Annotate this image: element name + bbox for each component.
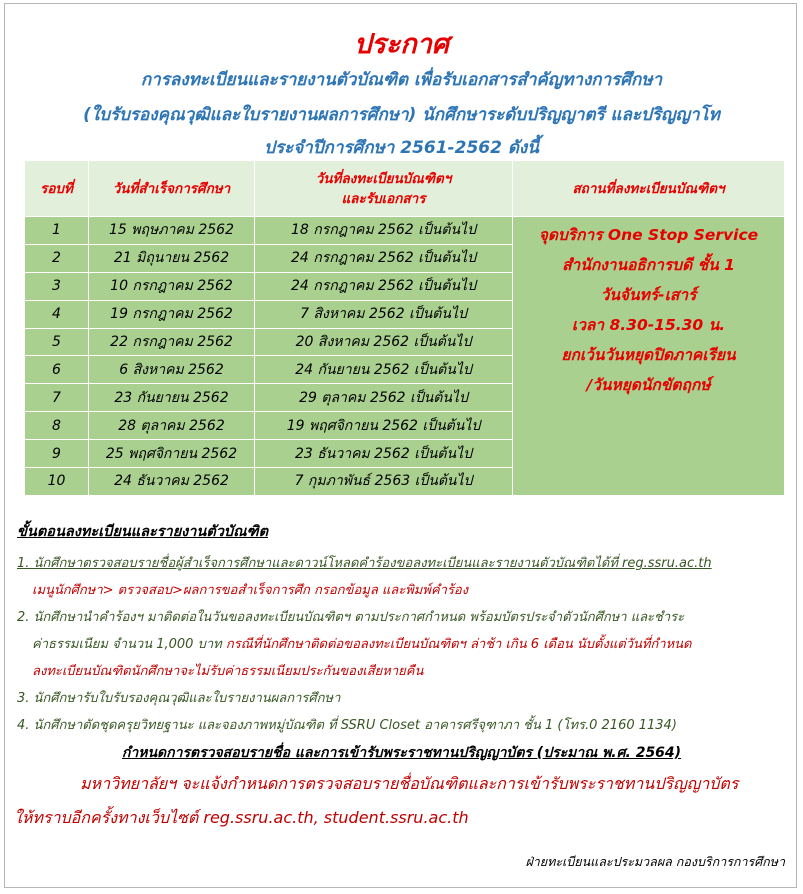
cell-grad-date: 28 ตุลาคม 2562	[89, 412, 255, 440]
cell-reg-date: 7 กุมภาพันธ์ 2563 เป็นต้นไป	[255, 468, 513, 496]
cell-reg-date: 20 สิงหาคม 2562 เป็นต้นไป	[255, 328, 513, 356]
location-line-4: เวลา 8.30-15.30 น.	[571, 316, 726, 334]
cell-round: 6	[25, 356, 89, 384]
cell-round: 4	[25, 300, 89, 328]
col-header-reg-date-line1: วันที่ลงทะเบียนบัณฑิตฯ	[315, 170, 452, 187]
col-header-round: รอบที่	[25, 161, 89, 217]
schedule-note-line-1: มหาวิทยาลัยฯ จะแจ้งกำหนดการตรวจสอบรายชื่อบัณฑิตและการเข้ารับพระราชทานปริญญาบัตร	[80, 774, 739, 793]
location-line-5: ยกเว้นวันหยุดปิดภาคเรียน	[561, 346, 736, 364]
step-1-line-2: เมนูนักศึกษา> ตรวจสอบ>ผลการขอสำเร็จการศึก กรอกข้อมูล และพิมพ์คำร้อง	[32, 583, 469, 598]
cell-grad-date: 22 กรกฎาคม 2562	[89, 328, 255, 356]
cell-grad-date: 25 พฤศจิกายน 2562	[89, 440, 255, 468]
cell-grad-date: 19 กรกฎาคม 2562	[89, 300, 255, 328]
step-1-line-1: 1. นักศึกษาตรวจสอบรายชื่อผู้สำเร็จการศึกษาและดาวน์โหลดคำร้องขอลงทะเบียนและรายงานตัวบัณฑิตได้ที่ reg.ssru.ac.th	[17, 556, 712, 571]
cell-reg-date: 7 สิงหาคม 2562 เป็นต้นไป	[255, 300, 513, 328]
cell-grad-date: 6 สิงหาคม 2562	[89, 356, 255, 384]
cell-round: 3	[25, 272, 89, 300]
table-header-row	[25, 161, 785, 217]
cell-reg-date: 24 กรกฎาคม 2562 เป็นต้นไป	[255, 272, 513, 300]
schedule-heading: กำหนดการตรวจสอบรายชื่อ และการเข้ารับพระราชทานปริญญาบัตร (ประมาณ พ.ศ. 2564)	[121, 745, 682, 761]
col-header-reg-date	[255, 161, 513, 217]
cell-location	[513, 217, 785, 496]
cell-round: 5	[25, 328, 89, 356]
cell-round: 2	[25, 244, 89, 272]
cell-reg-date: 23 ธันวาคม 2562 เป็นต้นไป	[255, 440, 513, 468]
col-header-location: สถานที่ลงทะเบียนบัณฑิตฯ	[513, 161, 785, 217]
cell-round: 10	[25, 468, 89, 496]
page-title: ประกาศ	[354, 29, 449, 60]
step-2-warning-text: กรณีที่นักศึกษาติดต่อขอลงทะเบียนบัณฑิตฯ ล่าช้า เกิน 6 เดือน นับตั้งแต่วันที่กำหนด	[225, 637, 692, 652]
cell-grad-date: 21 มิถุนายน 2562	[89, 244, 255, 272]
steps-heading: ขั้นตอนลงทะเบียนและรายงานตัวบัณฑิต	[17, 524, 268, 540]
subtitle-line-3: ประจำปีการศึกษา 2561-2562 ดังนี้	[264, 138, 539, 158]
cell-grad-date: 24 ธันวาคม 2562	[89, 468, 255, 496]
step-2-line-2	[32, 633, 692, 654]
schedule-table	[24, 160, 785, 496]
cell-reg-date: 18 กรกฎาคม 2562 เป็นต้นไป	[255, 217, 513, 245]
cell-round: 7	[25, 384, 89, 412]
cell-reg-date: 19 พฤศจิกายน 2562 เป็นต้นไป	[255, 412, 513, 440]
step-2-line-1: 2. นักศึกษานำคำร้องฯ มาติดต่อในวันขอลงทะเบียนบัณฑิตฯ ตามประกาศกำหนด พร้อมบัตรประจำตัวนักศึกษา และชำระ	[17, 610, 685, 625]
schedule-note-line-2: ให้ทราบอีกครั้งทางเว็บไซต์ reg.ssru.ac.th, student.ssru.ac.th	[14, 808, 469, 827]
step-2-fee-text: ค่าธรรมเนียม จำนวน 1,000 บาท	[32, 637, 226, 652]
step-4-line: 4. นักศึกษาตัดชุดครุยวิทยฐานะ และจองภาพหมู่บัณฑิต ที่ SSRU Closet อาคารศรีจุฑาภา ชั้น 1 (โทร.0 2160 1134)	[17, 718, 677, 733]
step-3-line: 3. นักศึกษารับใบรับรองคุณวุฒิและใบรายงานผลการศึกษา	[17, 691, 341, 706]
cell-grad-date: 15 พฤษภาคม 2562	[89, 217, 255, 245]
subtitle-line-1: การลงทะเบียนและรายงานตัวบัณฑิต เพื่อรับเอกสารสำคัญทางการศึกษา	[140, 70, 663, 90]
cell-reg-date: 29 ตุลาคม 2562 เป็นต้นไป	[255, 384, 513, 412]
location-line-1: จุดบริการ One Stop Service	[538, 226, 759, 244]
signature: ฝ่ายทะเบียนและประมวลผล กองบริการการศึกษา	[525, 854, 785, 869]
cell-grad-date: 10 กรกฎาคม 2562	[89, 272, 255, 300]
location-line-6: /วันหยุดนักขัตฤกษ์	[586, 376, 711, 394]
table-row	[25, 217, 785, 245]
cell-reg-date: 24 กรกฎาคม 2562 เป็นต้นไป	[255, 244, 513, 272]
cell-round: 1	[25, 217, 89, 245]
cell-reg-date: 24 กันยายน 2562 เป็นต้นไป	[255, 356, 513, 384]
col-header-reg-date-line2: และรับเอกสาร	[341, 190, 426, 207]
cell-grad-date: 23 กันยายน 2562	[89, 384, 255, 412]
cell-round: 8	[25, 412, 89, 440]
location-line-3: วันจันทร์-เสาร์	[600, 286, 697, 304]
location-line-2: สำนักงานอธิการบดี ชั้น 1	[562, 256, 735, 274]
col-header-grad-date: วันที่สำเร็จการศึกษา	[89, 161, 255, 217]
step-2-line-3: ลงทะเบียนบัณฑิตนักศึกษาจะไม่รับค่าธรรมเนียมประกันของเสียหายคืน	[32, 664, 424, 679]
cell-round: 9	[25, 440, 89, 468]
subtitle-line-2: (ใบรับรองคุณวุฒิและใบรายงานผลการศึกษา) นักศึกษาระดับปริญญาตรี และปริญญาโท	[83, 105, 720, 125]
